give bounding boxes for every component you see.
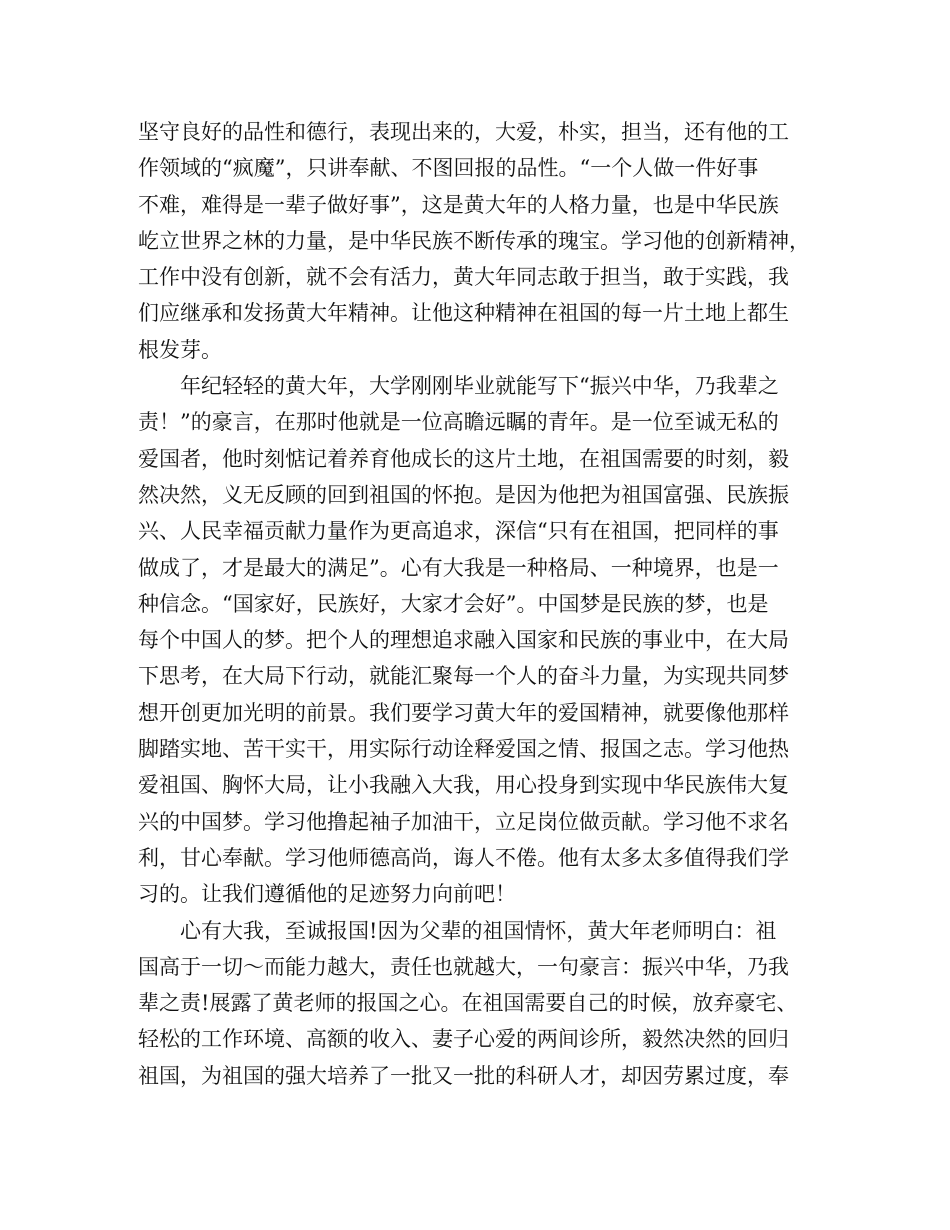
text-line: 兴的中国梦。学习他撸起袖子加油干，立足岗位做贡献。学习他不求名 [138,809,789,834]
text-line: 爱国者，他时刻惦记着养育他成长的这片土地，在祖国需要的时刻，毅 [138,446,789,471]
text-line: 心有大我，至诚报国!因为父辈的祖国情怀，黄大年老师明白：祖 [180,918,777,943]
text-line: 们应继承和发扬黄大年精神。让他这种精神在祖国的每一片土地上都生 [138,301,789,326]
text-line: 做成了，才是最大的满足”。心有大我是一种格局、一种境界，也是一 [138,555,779,580]
paragraph-1 [138,114,828,368]
text-line: 国高于一切～而能力越大，责任也就越大，一句豪言：振兴中华，乃我 [138,954,789,979]
text-line: 兴、人民幸福贡献力量作为更高追求，深信“只有在祖国，把同样的事 [138,519,779,544]
text-line: 根发芽。 [138,337,222,362]
text-line: 坚守良好的品性和德行，表现出来的，大爱，朴实，担当，还有他的工 [138,120,789,144]
paragraph-2 [138,368,828,912]
text-line: 下思考，在大局下行动，就能汇聚每一个人的奋斗力量，为实现共同梦 [138,664,789,689]
text-line: 种信念。“国家好，民族好，大家才会好”。中国梦是民族的梦，也是 [138,591,769,616]
text-line: 爱祖国、胸怀大局，让小我融入大我，用心投身到实现中华民族伟大复 [138,773,789,798]
text-line: 工作中没有创新，就不会有活力，黄大年同志敢于担当，敢于实践，我 [138,265,789,290]
text-line: 辈之责!展露了黄老师的报国之心。在祖国需要自己的时候，放弃豪宅、 [138,991,798,1016]
text-line: 然决然，义无反顾的回到祖国的怀抱。是因为他把为祖国富强、民族振 [138,482,789,507]
text-line: 作领域的“疯魔”，只讲奉献、不图回报的品性。“一个人做一件好事 [138,156,759,181]
text-line: 轻松的工作环境、高额的收入、妻子心爱的两间诊所，毅然决然的回归 [138,1027,789,1052]
paragraph-3 [138,913,828,1094]
text-line: 屹立世界之林的力量，是中华民族不断传承的瑰宝。学习他的创新精神， [138,228,810,253]
document-body [138,114,828,1094]
text-line: 习的。让我们遵循他的足迹努力向前吧！ [138,882,516,907]
text-line: 利，甘心奉献。学习他师德高尚，诲人不倦。他有太多太多值得我们学 [138,845,789,870]
text-line: 每个中国人的梦。把个人的理想追求融入国家和民族的事业中，在大局 [138,628,789,653]
text-line: 年纪轻轻的黄大年，大学刚刚毕业就能写下“振兴中华，乃我辈之 [180,374,779,399]
text-line: 想开创更加光明的前景。我们要学习黄大年的爱国精神，就要像他那样 [138,700,789,725]
text-line: 责！”的豪言，在那时他就是一位高瞻远瞩的青年。是一位至诚无私的 [138,410,779,435]
text-line: 脚踏实地、苦干实干，用实际行动诠释爱国之情、报国之志。学习他热 [138,737,789,762]
text-line: 不难，难得是一辈子做好事”，这是黄大年的人格力量，也是中华民族 [138,192,779,217]
text-line: 祖国，为祖国的强大培养了一批又一批的科研人才，却因劳累过度，奉 [138,1063,789,1088]
